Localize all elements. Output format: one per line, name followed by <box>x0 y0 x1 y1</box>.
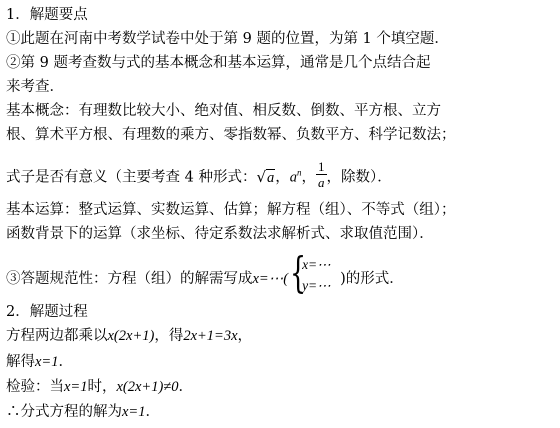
step-2-equation: x=1 <box>35 354 59 370</box>
norm-line <box>6 248 404 300</box>
step-2 <box>6 352 73 372</box>
section1-heading: 1．解题要点 <box>6 7 88 23</box>
power-exponent: n <box>297 167 302 178</box>
meaning-line <box>6 159 392 193</box>
norm-suffix: )的形式． <box>340 271 404 287</box>
step-1-expression: x(2x+1) <box>107 328 155 344</box>
norm-prefix: ③答题规范性：方程（组）的解需写成 <box>6 271 253 287</box>
step-3-text-c: ． <box>178 379 194 395</box>
step-1-text-a: 方程两边都乘以 <box>6 328 108 344</box>
meaning-suffix: ，除数）． <box>326 169 392 186</box>
norm-x-expression: x=⋯( <box>252 271 289 287</box>
step-3-condition: x=1 <box>64 379 88 395</box>
step-1-text-c: ， <box>237 328 253 344</box>
operations-line1: 基本运算：整式运算、实数运算、估算；解方程（组）、不等式（组）； <box>6 202 456 218</box>
power-base: a <box>289 169 298 186</box>
fraction-denominator: a <box>318 175 325 190</box>
step-4-text-b: ． <box>145 404 160 420</box>
sqrt-expression <box>256 167 275 188</box>
step-2-text-b: ． <box>58 354 73 370</box>
step-4-text-a: ∴分式方程的解为 <box>6 404 122 420</box>
step-3-check: x(2x+1)≠0 <box>116 379 179 395</box>
system-row-y: y=⋯ <box>302 278 331 293</box>
step-1-equation: 2x+1=3x <box>183 328 238 344</box>
point-2-line1: ②第 9 题考查数与式的基本概念和基本运算，通常是几个点结合起 <box>6 55 431 71</box>
point-2-line2: 来考查． <box>6 79 64 95</box>
step-1 <box>6 326 252 346</box>
equation-system <box>288 248 340 298</box>
concepts-line1: 基本概念：有理数比较大小、绝对值、相反数、倒数、平方根、立方 <box>6 103 441 119</box>
step-3-text-b: 时， <box>87 379 117 395</box>
sqrt-argument: a <box>267 169 275 186</box>
concepts-line2: 根、算术平方根、有理数的乘方、零指数幂、负数平方、科学记数法； <box>6 127 456 143</box>
left-brace-icon: { <box>290 248 307 297</box>
step-3-text-a: 检验：当 <box>6 379 64 395</box>
separator-2: ， <box>301 169 317 186</box>
operations-line2: 函数背景下的运算（求坐标、待定系数法求解析式、求取值范围）． <box>6 226 434 242</box>
step-3 <box>6 377 193 397</box>
fraction-numerator: 1 <box>318 159 325 174</box>
step-4-solution: x=1 <box>122 404 146 420</box>
step-1-text-b: ，得 <box>154 328 184 344</box>
system-row-x: x=⋯ <box>302 257 331 272</box>
point-1: ①此题在河南中考数学试卷中处于第 9 题的位置，为第 1 个填空题． <box>6 31 449 47</box>
radical-sign-icon: √ <box>256 167 267 186</box>
step-2-text-a: 解得 <box>6 354 35 370</box>
section2-heading: 2．解题过程 <box>6 304 88 320</box>
separator-1: ， <box>275 169 290 186</box>
meaning-prefix: 式子是否有意义（主要考查 4 种形式： <box>6 169 257 186</box>
fraction-one-over-a <box>316 159 327 190</box>
step-4 <box>6 402 160 422</box>
